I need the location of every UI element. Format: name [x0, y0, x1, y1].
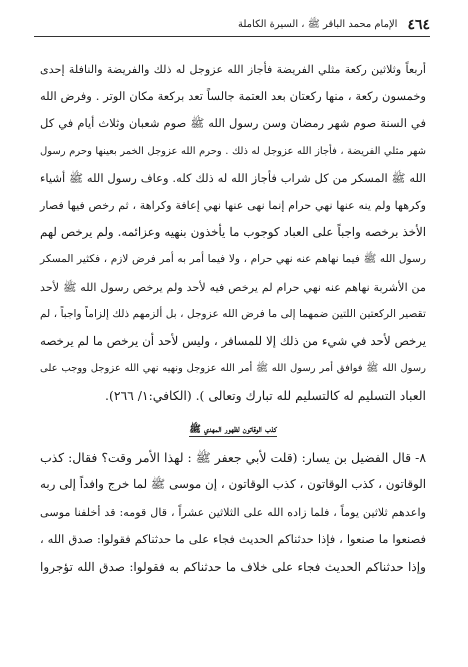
section-heading-text: كذب الوقاتون لظهور المهدي ﷺ	[189, 423, 277, 435]
text-line: وكرهها ولم ينه عنها نهي حرام إنما نهى عنها نهي إعافة وكراهة ، ثم رخص فيها فصار	[40, 199, 426, 213]
text-line: فصنعوا ما صنعوا ، فإذا حدثناكم الحديث فجاء على ما حدثناكم فقولوا: صدق الله ،	[40, 532, 426, 547]
text-line: وخمسون ركعة ، منها ركعتان بعد العتمة جالساً تعد بركعة مكان الوتر . وفرض الله	[40, 89, 426, 104]
text-line: الأخذ برخصه واجباً على العباد كوجوب ما يأخذون بنهيه وعزائمه. ولم يرخص لهم	[40, 225, 426, 240]
page-number: ٤٦٤	[407, 17, 430, 33]
text-line: يرخص لأحد في شيء من ذلك إلا للمسافر ، وليس لأحد أن يرخص ما لم يرخصه	[40, 334, 426, 349]
text-line: ٨- قال الفضيل بن يسار: (قلت لأبي جعفر ﷺ : لهذا الأمر وقت؟ فقال: كذب	[40, 449, 426, 465]
paragraph-2	[40, 444, 426, 582]
text-line: أربعاً وثلاثين ركعة مثلي الفريضة فأجاز الله عزوجل له ذلك والفريضة والنافلة إحدى	[40, 63, 426, 76]
paragraph-1	[40, 56, 426, 410]
page-body	[40, 56, 426, 582]
text-line: الله ﷺ المسكر من كل شراب فأجاز الله له ذلك كله. وعاف رسول الله ﷺ أشياء	[40, 170, 426, 185]
text-line: الوقاتون ، كذب الوقاتون ، كذب الوقاتون ، إن موسى ﷺ لما خرج وافداً إلى ربه	[40, 477, 426, 492]
running-header	[34, 14, 430, 37]
text-line: وإذا حدثناكم الحديث فجاء على خلاف ما حدثناكم به فقولوا: صدق الله تؤجروا	[40, 560, 426, 575]
text-line: رسول الله ﷺ فوافق أمر رسول الله ﷺ أمر الله عزوجل ونهيه نهي الله عزوجل ووجب على	[40, 363, 426, 375]
text-line: واعدهم ثلاثين يوماً ، فلما زاده الله على الثلاثين عشراً ، قال قومه: قد أخلفنا موسى	[40, 505, 426, 519]
text-line: في السنة صوم شهر رمضان وسن رسول الله ﷺ صوم شعبان وثلاث أيام في كل	[40, 116, 426, 131]
text-line: شهر مثلي الفريضة ، فأجاز الله عزوجل له ذلك . وحرم الله عزوجل الخمر بعينها وحرم رسول	[40, 145, 426, 157]
text-line: تقصير الركعتين اللتين ضمهما إلى ما فرض الله عزوجل ، بل ألزمهم ذلك إلزاماً واجباً ، لم	[40, 307, 426, 320]
text-line: من الأشربة نهاهم عنه نهي حرام لم يرخص فيه لأحد ولم يرخص رسول الله ﷺ لأحد	[40, 280, 426, 294]
running-title: الإمام محمد الباقر ﷺ ، السيرة الكاملة	[238, 19, 398, 30]
text-line: العباد التسليم له كالتسليم لله تبارك وتعالى ). (الكافي:١/ ٢٦٦).	[105, 388, 426, 404]
section-heading	[40, 423, 426, 437]
text-line: رسول الله ﷺ فيما نهاهم عنه نهي حرام ، ولا فيما أمر به أمر فرض لازم ، فكثير المسكر	[40, 253, 426, 266]
